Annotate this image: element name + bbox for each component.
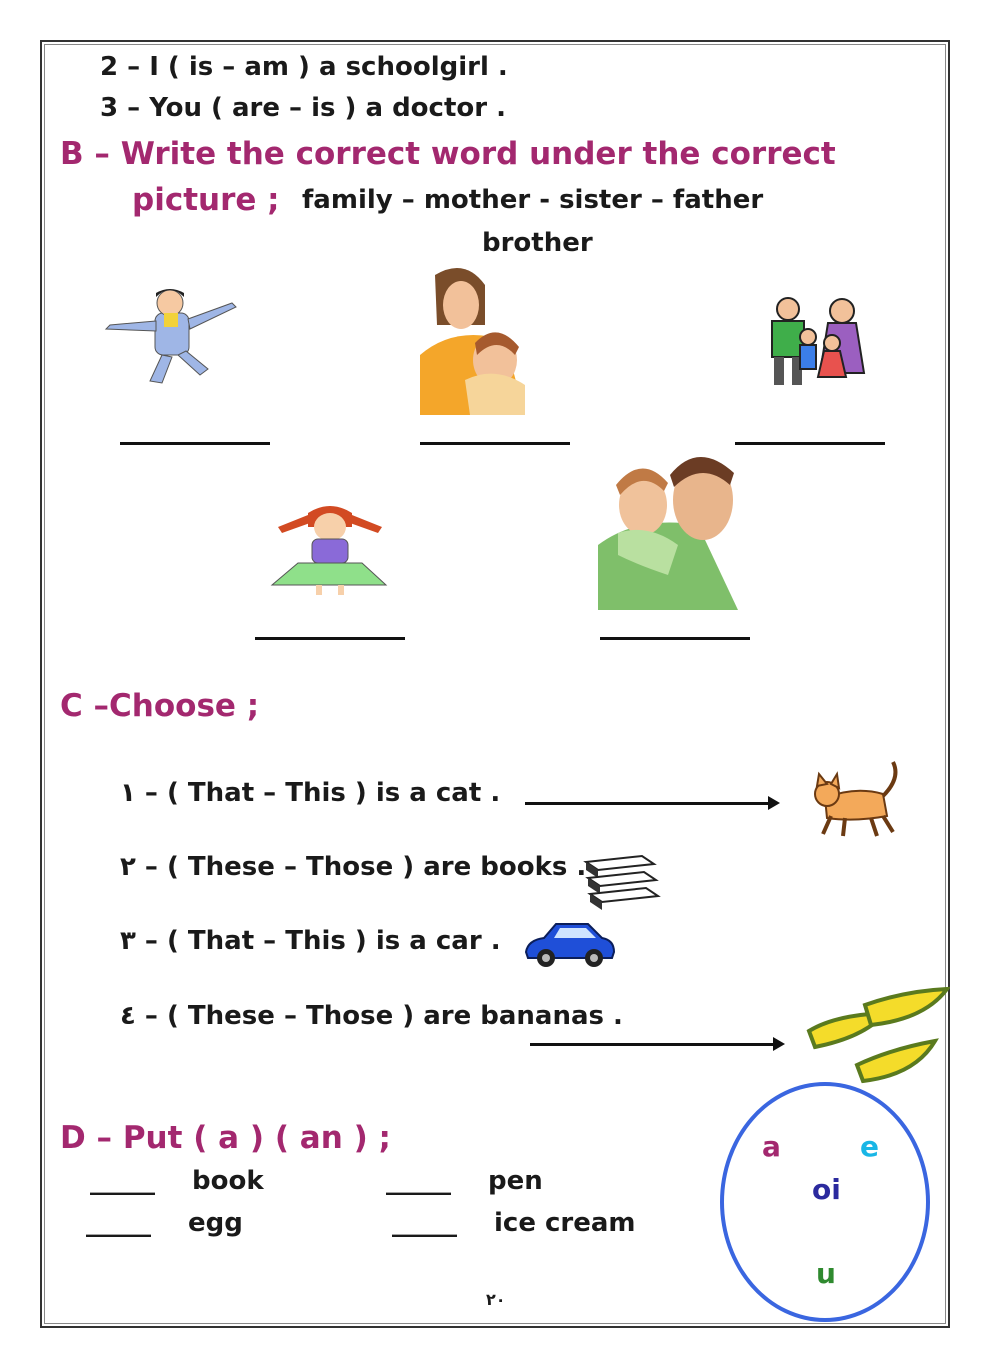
choose-item-2: ٢ – ( These – Those ) are books . [120, 852, 587, 882]
father-picture [598, 445, 743, 610]
vowel-u: u [816, 1257, 836, 1290]
cat-picture [805, 758, 905, 838]
choose-item-3: ٣ – ( That – This ) is a car . [120, 926, 501, 956]
section-c-heading: C –Choose ; [60, 688, 260, 724]
choose-item-4: ٤ – ( These – Those ) are bananas . [120, 1001, 623, 1031]
vowel-a: a [762, 1130, 781, 1163]
bananas-picture [805, 985, 950, 1087]
page-number: ٢٠ [486, 1290, 506, 1309]
article-blank-2[interactable]: _____ [386, 1166, 451, 1196]
article-blank-4[interactable]: _____ [392, 1208, 457, 1238]
sentence-2: 2 – I ( is – am ) a schoolgirl . [100, 52, 508, 82]
car-picture [522, 918, 617, 970]
arrow-2 [530, 1043, 775, 1046]
word-bank: family – mother - sister – father [302, 185, 764, 215]
sentence-3: 3 – You ( are – is ) a doctor . [100, 93, 506, 123]
article-blank-3[interactable]: _____ [86, 1208, 151, 1238]
section-d-heading: D – Put ( a ) ( an ) ; [60, 1120, 391, 1156]
arrow-1 [525, 802, 770, 805]
word-ice-cream: ice cream [494, 1208, 636, 1238]
word-book: book [192, 1166, 264, 1196]
choose-item-1: ١ – ( That – This ) is a cat . [120, 778, 501, 808]
section-b-heading: B – Write the correct word under the correct [60, 136, 836, 172]
boy-picture [100, 285, 240, 390]
sister-picture [268, 505, 393, 597]
word-egg: egg [188, 1208, 243, 1238]
answer-blank-3[interactable] [735, 442, 885, 445]
answer-blank-5[interactable] [600, 637, 750, 640]
article-blank-1[interactable]: _____ [90, 1166, 155, 1196]
vowel-oi: oi [812, 1173, 841, 1206]
family-picture [760, 295, 870, 390]
answer-blank-4[interactable] [255, 637, 405, 640]
mother-picture [415, 265, 535, 415]
section-b-heading-2: picture ; [132, 182, 280, 218]
vowel-e: e [860, 1130, 879, 1163]
books-picture [582, 852, 662, 912]
word-bank-extra: brother [482, 228, 593, 258]
answer-blank-1[interactable] [120, 442, 270, 445]
word-pen: pen [488, 1166, 543, 1196]
answer-blank-2[interactable] [420, 442, 570, 445]
